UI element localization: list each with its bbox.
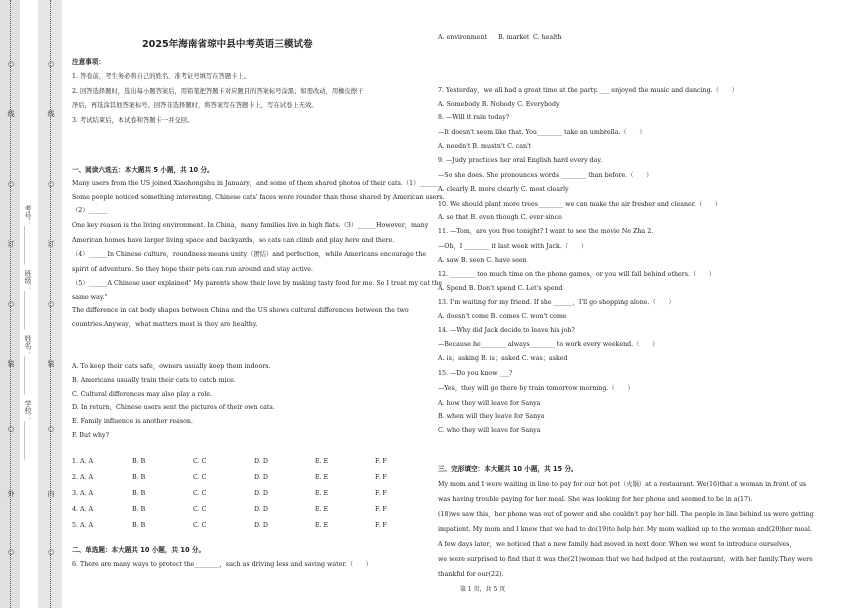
exam-page	[62, 0, 860, 608]
question-line: C. who they will leave for Sanya	[438, 427, 541, 434]
cloze-line: thankful for our(22).	[438, 571, 504, 578]
answer-grid-cell[interactable]: B. B	[132, 474, 146, 481]
question-line: 11. —Tom，are you free tonight? I want to see the movie Ne Zha 2.	[438, 228, 654, 235]
answer-grid-cell[interactable]: C. C	[193, 458, 207, 465]
answer-grid-cell[interactable]: F. F	[375, 522, 387, 529]
question-line: 12. ________ too much time on the phone games，or you will fall behind others.（ ）	[438, 271, 716, 278]
question-line: A. needn't B. mustn't C. can't	[438, 143, 532, 150]
notice-item-1: 1. 答卷前，考生务必将自己的姓名、准考证号填写在答题卡上。	[72, 73, 251, 80]
passage-line-2: Some people noticed something interesting. Chinese cats' faces were rounder than those shared by American users.	[72, 194, 445, 201]
section1-heading: 一、阅读六选五：本大题共 5 小题，共 10 分。	[72, 166, 214, 174]
field-class[interactable]: 班级：___________	[24, 270, 32, 330]
page-footer: 第 1 页，共 5 页	[460, 586, 506, 593]
inner-mark-nei: 内	[47, 490, 55, 497]
question-line: A. doesn't come B. comes C. won't come	[438, 313, 567, 320]
cloze-line: we were surprised to find that it was the(21)woman that we had helped at the restaurant，with her family.They were	[438, 556, 813, 563]
outer-mark-circle-5: ○	[7, 548, 15, 556]
question-line: A. Spend B. Don't spend C. Let's spend	[438, 285, 563, 292]
question-line: 13. I'm waiting for my friend. If she ______，I'll go shopping alone.（ ）	[438, 299, 675, 306]
answer-grid-cell[interactable]: C. C	[193, 490, 207, 497]
question-line: 8. —Will it rain today?	[438, 114, 510, 121]
answer-grid-cell[interactable]: B. B	[132, 490, 146, 497]
answer-grid-cell[interactable]: 4. A. A	[72, 506, 94, 513]
outer-mark-circle-4: ○	[7, 425, 15, 433]
question-line: A. so that B. even though C. ever since	[438, 214, 562, 221]
q6-option-b[interactable]: B. market	[498, 34, 530, 41]
answer-grid-cell[interactable]: D. D	[254, 458, 268, 465]
question-line: —Because he________ always________ to work every weekend.（ ）	[438, 341, 659, 348]
inner-mark-circle-3: ○	[47, 300, 55, 308]
passage-line-1: Many users from the US joined Xiaohongshu in January，and some of them shared photos of their cats.（1）______	[72, 180, 439, 187]
question-line: A. clearly B. more clearly C. most clearly	[438, 186, 569, 193]
answer-grid-cell[interactable]: F. F	[375, 490, 387, 497]
outer-mark-xian: 线	[7, 110, 15, 117]
passage-line-10: The difference in cat body shapes between China and the US shows cultural differences between the two	[72, 307, 409, 314]
section3-heading: 三、完形填空：本大题共 10 小题，共 15 分。	[438, 465, 578, 473]
choice-b: B. Americans usually train their cats to catch mice.	[72, 377, 236, 384]
question-line: 10. We should plant more trees________ we can make the air fresher and cleaner.（ ）	[438, 201, 722, 208]
question-line: A. saw B. seen C. have seen	[438, 257, 527, 264]
binding-margin	[0, 0, 62, 608]
question-line: 9. —Judy practices her oral English hard every day.	[438, 157, 603, 164]
notice-heading: 注意事项：	[72, 58, 105, 66]
answer-grid-cell[interactable]: F. F	[375, 506, 387, 513]
answer-grid-cell[interactable]: 3. A. A	[72, 490, 94, 497]
choice-e: E. Family influence is another reason.	[72, 418, 193, 425]
question-line: 7. Yesterday，we all had a great time at the party. ___ enjoyed the music and dancing.（ ）	[438, 87, 738, 94]
answer-grid-cell[interactable]: D. D	[254, 506, 268, 513]
notice-item-2: 2. 回答选择题时，选出每小题答案后，用铅笔把答题卡对应题目的答案标号涂黑；如需改动，用橡皮擦干	[72, 88, 364, 95]
question-line: A. is；asking B. is；asked C. was；asked	[438, 355, 568, 362]
field-exam-number[interactable]: 考号：___________	[24, 205, 32, 265]
passage-line-4: One key reason is the living environment. In China，many families live in high flats.（3）______However，many	[72, 222, 429, 229]
question-line: 14. —Why did Jack decide to leave his job?	[438, 327, 575, 334]
q6-option-c[interactable]: C. health	[533, 34, 562, 41]
choice-c: C. Cultural differences may also play a role.	[72, 391, 213, 398]
answer-grid-cell[interactable]: F. F	[375, 474, 387, 481]
outer-mark-wai: 外	[7, 490, 15, 497]
notice-item-2-cont: 净后，再选涂其他答案标号。回答非选择题时，将答案写在答题卡上，写在试卷上无效。	[72, 102, 318, 109]
answer-grid-cell[interactable]: B. B	[132, 458, 146, 465]
answer-grid-cell[interactable]: E. E	[315, 474, 329, 481]
question-6: 6. There are many ways to protect the________，such as driving less and saving water.（ ）	[72, 561, 372, 568]
passage-line-8: （5）______A Chinese user explained" My parents show their love by making tasty food for me. So I treat my cat the	[72, 280, 443, 287]
field-name[interactable]: 姓名：___________	[24, 335, 32, 395]
inner-mark-circle-4: ○	[47, 425, 55, 433]
inner-mark-ding: 订	[47, 240, 55, 247]
inner-mark-zhuang: 装	[47, 360, 55, 367]
answer-grid-cell[interactable]: 1. A. A	[72, 458, 94, 465]
outer-mark-circle-2: ○	[7, 180, 15, 188]
question-line: 15. —Do you know ___?	[438, 370, 513, 377]
answer-grid-cell[interactable]: D. D	[254, 490, 268, 497]
question-line: —Oh，I ________ it last week with Jack.（ ）	[438, 243, 588, 250]
cloze-line: My mom and I were waiting in line to pay for our hot pot（火锅）at a restaurant. We(16)that a woman in front of us	[438, 481, 807, 488]
answer-grid-cell[interactable]: B. B	[132, 522, 146, 529]
inner-mark-circle-2: ○	[47, 180, 55, 188]
cloze-line: was having trouble paying for her meal. She was looking for her phone and seemed to be in a(17).	[438, 496, 753, 503]
outer-mark-ding: 订	[7, 240, 15, 247]
inner-mark-circle-1: ○	[47, 60, 55, 68]
passage-line-3: （2）______	[72, 207, 108, 214]
answer-grid-cell[interactable]: F. F	[375, 458, 387, 465]
field-school[interactable]: 学校：___________	[24, 400, 32, 460]
answer-grid-cell[interactable]: 2. A. A	[72, 474, 94, 481]
notice-item-3: 3. 考试结束后，本试卷和答题卡一并交回。	[72, 117, 194, 124]
answer-grid-cell[interactable]: C. C	[193, 522, 207, 529]
passage-line-9: same way."	[72, 294, 108, 301]
answer-grid-cell[interactable]: C. C	[193, 506, 207, 513]
question-line: A. Somebody B. Nobody C. Everybody	[438, 101, 560, 108]
answer-grid-cell[interactable]: D. D	[254, 522, 268, 529]
answer-grid-cell[interactable]: E. E	[315, 506, 329, 513]
answer-grid-cell[interactable]: 5. A. A	[72, 522, 94, 529]
outer-mark-zhuang: 装	[7, 360, 15, 367]
inner-mark-circle-5: ○	[47, 548, 55, 556]
answer-grid-cell[interactable]: E. E	[315, 490, 329, 497]
cloze-line: impatient. My mom and I knew that we had to do(19)to help her. My mom walked up to the woman and(20)her meal.	[438, 526, 813, 533]
question-line: —Yes，they will go there by train tomorrow morning.（ ）	[438, 385, 634, 392]
cloze-line: (18)we saw this，her phone was out of power and she couldn't pay her bill. The people in line behind us were getting	[438, 511, 814, 518]
choice-d: D. In return，Chinese users sent the pictures of their own cats.	[72, 404, 275, 411]
question-line: B. when will they leave for Sanya	[438, 413, 545, 420]
choice-f: F. But why?	[72, 432, 109, 439]
question-line: —So she does. She pronounces words ________ than before.（ ）	[438, 172, 653, 179]
passage-line-6: （4）______In Chinese culture，roundness means unity（团结）and perfection，while Americans encourage the	[72, 251, 427, 258]
outer-mark-circle-3: ○	[7, 300, 15, 308]
question-line: —It doesn't seem like that. You________ take an umbrella.（ ）	[438, 129, 646, 136]
cloze-line: A few days later，we noticed that a new family had moved in next door. When we went to introduce ourselves，	[438, 541, 796, 548]
question-line: A. how they will leave for Sanya	[438, 400, 541, 407]
answer-grid-cell[interactable]: E. E	[315, 522, 329, 529]
passage-line-5: American homes have larger living space and backyards，so cats can climb and play here and there.	[72, 237, 395, 244]
section2-heading: 二、单选题：本大题共 10 小题，共 10 分。	[72, 546, 206, 554]
passage-line-7: spirit of adventure. So they hope their pets can run around and stay active.	[72, 266, 314, 273]
answer-grid-cell[interactable]: C. C	[193, 474, 207, 481]
answer-grid-cell[interactable]: E. E	[315, 458, 329, 465]
passage-line-11: countries.Anyway，what matters most is they are healthy.	[72, 321, 258, 328]
answer-grid-cell[interactable]: B. B	[132, 506, 146, 513]
inner-mark-xian: 线	[47, 110, 55, 117]
choice-a: A. To keep their cats safe，owners usually keep them indoors.	[72, 363, 271, 370]
outer-mark-circle-1: ○	[7, 60, 15, 68]
answer-grid-cell[interactable]: D. D	[254, 474, 268, 481]
q6-option-a[interactable]: A. environment	[438, 34, 488, 41]
exam-title: 2025年海南省琼中县中考英语三模试卷	[142, 39, 313, 50]
